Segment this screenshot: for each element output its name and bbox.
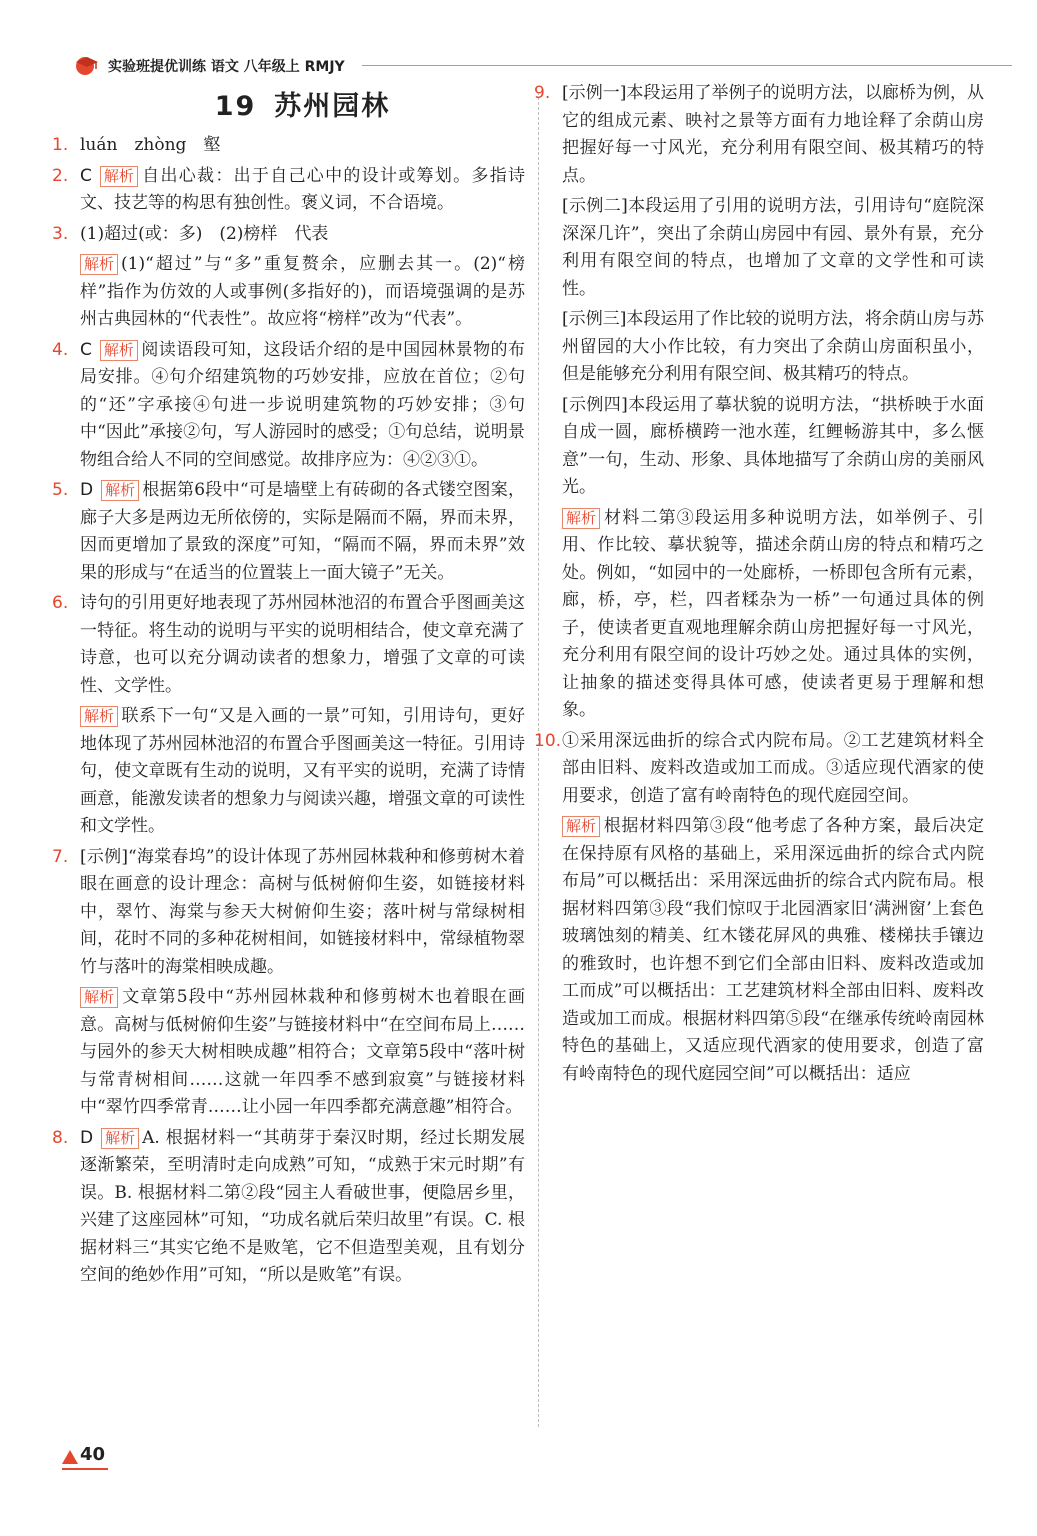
analysis-text: 根据材料四第③段“他考虑了各种方案，最后决定在保持原有风格的基础上，采用深远曲折的综合式内院布局”可以概括出：采用深远曲折的综合式内院布局。根据材料四第③段“我们惊叹于北园酒家旧‘满洲窗’上套色玻璃蚀刻的精美、红木镂花屏风的典雅、楼梯扶手镶边的雅致时，也许想不到它们全部由旧料、废料改造或加工而成”可以概括出：工艺建筑材料全部由旧料、废料改造或加工而成。根据材料四第⑤段“在继承传统岭南园林特色的基础上，又适应现代酒家的使用要求，创造了富有岭南特色的现代庭园空间”可以概括出：适应 [562, 816, 984, 1084]
answer-8 [52, 1125, 525, 1290]
book-series-title: 实验班提优训练 语文 八年级上 RMJY [108, 59, 345, 75]
answer-10 [534, 728, 984, 811]
answer-9-example-2: [示例二]本段运用了引用的说明方法，引用诗句“庭院深深深几许”，突出了余荫山房园中有园、景外有景，充分利用有限空间的特点，也增加了文章的文学性和可读性。 [562, 196, 984, 299]
analysis-tag: 解析 [100, 166, 138, 187]
graduation-cap-icon [74, 53, 100, 77]
choice-answer: C [80, 339, 92, 360]
question-number: 3. [52, 223, 69, 244]
page-number [62, 1442, 114, 1472]
analysis-tag: 解析 [101, 480, 139, 501]
question-number: 4. [52, 339, 69, 360]
up-arrow-icon [62, 1450, 78, 1464]
analysis-tag: 解析 [101, 1128, 139, 1149]
analysis-3 [80, 251, 525, 334]
question-number: 8. [52, 1127, 69, 1148]
analysis-tag: 解析 [562, 816, 600, 837]
question-number: 9. [534, 83, 551, 103]
analysis-text: 文章第5段中“苏州园林栽种和修剪树木也着眼在画意。高树与低树俯仰生姿”与链接材料中“在空间布局上……与园外的参天大树相映成趣”相符合；文章第5段中“落叶树与常青树相间……这就一年四季不感到寂寞”与链接材料中“翠竹四季常青……让小园一年四季都充满意趣”相符合。 [80, 987, 525, 1117]
lesson-title [80, 88, 525, 126]
answer-5 [52, 477, 525, 587]
answer-3 [52, 221, 525, 249]
analysis-text: 阅读语段可知，这段话介绍的是中国园林景物的布局安排。④句介绍建筑物的巧妙安排，应放在首位；②句的“还”字承接④句进一步说明建筑物的巧妙安排；③句中“因此”承接②句，写人游园时的感受；①句总结，说明景物组合给人不同的空间感觉。故排序应为：④②③①。 [80, 339, 525, 470]
right-column [534, 80, 984, 1091]
analysis-text: (1)“超过”与“多”重复赘余，应删去其一。(2)“榜样”指作为仿效的人或事例(多指好的)，而语境强调的是苏州古典园林的“代表性”。故应将“榜样”改为“代表”。 [80, 254, 525, 329]
answer-9-example-4: [示例四]本段运用了摹状貌的说明方法，“拱桥映于水面自成一圆，廊桥横跨一池水莲，红鲤畅游其中，多么惬意”一句，生动、形象、具体地描写了余荫山房的美丽风光。 [562, 394, 984, 497]
answer-text: ①采用深远曲折的综合式内院布局。②工艺建筑材料全部由旧料、废料改造或加工而成。③适应现代酒家的使用要求，创造了富有岭南特色的现代庭园空间。 [562, 730, 984, 806]
answer-2 [52, 163, 525, 218]
analysis-6 [80, 703, 525, 841]
lesson-number: 19 [214, 91, 257, 122]
answer-text: [示例一]本段运用了举例子的说明方法，以廊桥为例，从它的组成元素、映衬之景等方面有力地诠释了余荫山房把握好每一寸风光，充分利用有限空间、极其精巧的特点。 [562, 83, 984, 186]
analysis-tag: 解析 [562, 508, 600, 529]
analysis-text: A. 根据材料一“其萌芽于秦汉时期，经过长期发展逐渐繁荣，至明清时走向成熟”可知，“成熟于宋元时期”有误。B. 根据材料二第②段“园主人看破世事，便隐居乡里，兴建了这座园林”可知，“功成名就后荣归故里”有误。C. 根据材料三“其实它绝不是败笔，它不但造型美观，且有划分空间的绝妙作用”可知，“所以是败笔”有误。 [80, 1127, 525, 1285]
analysis-tag: 解析 [80, 254, 118, 275]
answer-text: 诗句的引用更好地表现了苏州园林池沼的布置合乎图画美这一特征。将生动的说明与平实的说明相结合，使文章充满了诗意，也可以充分调动读者的想象力，增强了文章的可读性、文学性。 [80, 593, 525, 696]
answer-text: (1)超过(或：多) (2)榜样 代表 [80, 223, 329, 244]
answer-text: [示例]“海棠春坞”的设计体现了苏州园林栽种和修剪树木着眼在画意的设计理念：高树与低树俯仰生姿，如链接材料中，翠竹、海棠与参天大树俯仰生姿；落叶树与常绿树相间，花时不同的多种花树相间，如链接材料中，常绿植物翠竹与落叶的海棠相映成趣。 [80, 846, 525, 977]
column-divider [538, 92, 539, 1427]
analysis-tag: 解析 [80, 987, 118, 1008]
analysis-text: 根据第6段中“可是墙壁上有砖砌的各式镂空图案，廊子大多是两边无所依傍的，实际是隔而不隔，界而未界，因而更增加了景致的深度”可知，“隔而不隔，界而未界”效果的形成与“在适当的位置装上一面大镜子”无关。 [80, 480, 525, 583]
analysis-7 [80, 984, 525, 1122]
question-number: 7. [52, 846, 69, 867]
answer-1 [52, 132, 525, 160]
question-number: 5. [52, 480, 69, 500]
question-number: 10. [534, 730, 562, 751]
analysis-tag: 解析 [80, 706, 118, 727]
header-rule [362, 65, 1012, 66]
answer-4 [52, 337, 525, 475]
analysis-text: 材料二第③段运用多种说明方法，如举例子、引用、作比较、摹状貌等，描述余荫山房的特点和精巧之处。例如，“如园中的一处廊桥，一桥即包含所有元素，廊，桥，亭，栏，四者糅杂为一桥”一句通过具体的例子，使读者更直观地理解余荫山房把握好每一寸风光，充分利用有限空间的设计巧妙之处。通过具体的实例，让抽象的描述变得具体可感，使读者更易于理解和想象。 [562, 507, 984, 720]
answer-9-example-1 [534, 80, 984, 190]
analysis-9 [562, 505, 984, 725]
analysis-10 [562, 813, 984, 1088]
question-number: 6. [52, 593, 69, 613]
left-column [52, 88, 525, 1293]
lesson-name: 苏州园林 [274, 91, 391, 122]
answer-7 [52, 844, 525, 982]
analysis-tag: 解析 [100, 340, 138, 361]
choice-answer: D [80, 480, 94, 500]
choice-answer: C [80, 165, 92, 186]
answer-text: luán zhòng 壑 [80, 135, 221, 155]
page-header [62, 50, 1012, 80]
page-number-underline [62, 1468, 108, 1470]
answer-9-example-3: [示例三]本段运用了作比较的说明方法，将余荫山房与苏州留园的大小作比较，有力突出了余荫山房面积虽小，但是能够充分利用有限空间、极其精巧的特点。 [562, 309, 984, 384]
analysis-text: 联系下一句“又是入画的一景”可知，引用诗句，更好地体现了苏州园林池沼的布置合乎图画美这一特征。引用诗句，使文章既有生动的说明，又有平实的说明，充满了诗情画意，能激发读者的想象力与阅读兴趣，增强文章的可读性和文学性。 [80, 706, 525, 836]
page-number-value: 40 [80, 1444, 106, 1465]
answer-6 [52, 590, 525, 700]
analysis-text: 自出心裁：出于自己心中的设计或筹划。多指诗文、技艺等的构思有独创性。褒义词，不合语境。 [80, 165, 525, 213]
question-number: 2. [52, 165, 69, 186]
choice-answer: D [80, 1127, 94, 1148]
question-number: 1. [52, 135, 69, 155]
